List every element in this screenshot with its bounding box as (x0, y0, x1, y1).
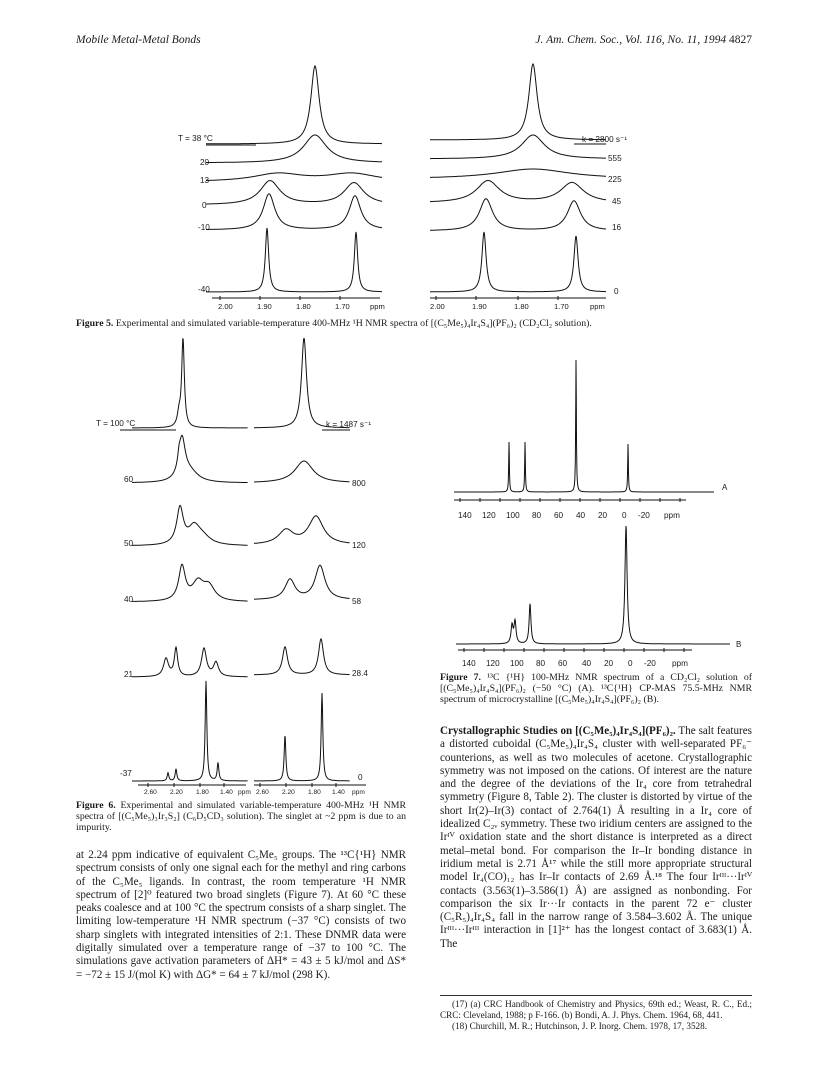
figure-5-axis-unit: ppm (590, 302, 605, 311)
figure-7-spectra (440, 352, 760, 670)
figure-5-caption (76, 318, 776, 329)
figure-5-simulated-trace (430, 64, 606, 140)
figure-6-tick-label: 2.60 (144, 789, 157, 796)
figure-5-caption-label: Figure 5. (76, 318, 114, 329)
figure-7-axis-unit: ppm (672, 659, 688, 668)
figure-7-tick-label: 140 (462, 659, 476, 668)
figure-6-tick-label: 2.20 (170, 789, 183, 796)
figure-7-tick-label: 40 (582, 659, 592, 668)
figure-5-rate-label: 0 (614, 287, 619, 296)
figure-5-tick-label: 2.00 (218, 302, 233, 311)
figure-7-trace-a (454, 360, 714, 492)
figure-5-tick-label: 1.70 (554, 302, 569, 311)
figure-5-simulated-panel (430, 64, 606, 300)
figure-7-x-axis-b (462, 659, 688, 668)
figure-6-rate-label: 28.4 (352, 669, 368, 678)
section-body: The salt features a distorted cuboidal (C₅Me₅)₄Ir₄S₄ cluster with well-separated PF₆⁻ counterions, as well as two molecules of acetone. Crystallographic symmetry was not imposed on the cations. Of interest are the nature and the degree of the deviations of the Ir₄ core from tetrahedral symmetry (Figure 8, Table 2). The cluster is distorted by virtue of the short Ir(2)–Ir(3) contact of 2.764(1) Å resulting in a Ir₄ core of idealized C₂ᵥ symmetry. These two iridium centers are assigned to the Irᴵⱽ oxidation state and the short distance is interpreted as a direct metal–metal bond. For comparison the Ir–Ir bonding distance in iridium metal is 2.71 Å¹⁷ while the still more appropriate structural model Ir₄(CO)₁₂ has Ir–Ir contacts of 2.69 Å.¹⁸ The four Irᴵᴵᴵ···Irᴵⱽ contacts (3.563(1)–3.586(1) Å) are assigned as nonbonding. For comparison the six Ir···Ir contacts in the parent 72 e⁻ cluster (C₅R₅)₄Ir₄S₄ fall in the narrow range of 3.584–3.602 Å. The unique Irᴵᴵᴵ···Irᴵᴵᴵ interaction in [1]²⁺ has the longest contact of 3.683(1) Å. The (440, 725, 752, 950)
figure-5-tick-label: 1.80 (514, 302, 529, 311)
figure-6-tick-label: 1.80 (308, 789, 321, 796)
figure-5-x-axis-right (430, 302, 605, 311)
figure-6-tick-label: 1.80 (196, 789, 209, 796)
figure-6-caption-label: Figure 6. (76, 800, 116, 811)
figure-5-tick-label: 1.90 (472, 302, 487, 311)
footnote-rule (440, 995, 752, 996)
running-header-left: Mobile Metal-Metal Bonds (76, 34, 201, 46)
figure-6-rate-label: 0 (358, 773, 363, 782)
figure-6-caption (76, 800, 406, 834)
figure-5-spectra (150, 58, 680, 316)
figure-6-rate-label: k = 1487 s⁻¹ (326, 420, 372, 429)
figure-7-tick-label: 120 (482, 511, 496, 520)
figure-7-tick-label: 80 (532, 511, 542, 520)
running-header-right (494, 34, 752, 46)
figure-6-simulated-trace (254, 565, 350, 599)
figure-5-temp-label: T = 38 °C (178, 134, 213, 143)
figure-5-simulated-trace (430, 199, 606, 231)
figure-7-tick-label: 20 (604, 659, 614, 668)
right-column-paragraph (440, 725, 752, 951)
figure-6-simulated-trace (254, 639, 350, 675)
figure-7-caption (440, 672, 752, 706)
figure-5-temp-label: 13 (200, 176, 210, 185)
figure-6-rate-label: 800 (352, 479, 366, 488)
figure-7-tick-label: 20 (598, 511, 608, 520)
figure-5-temp-label: -40 (198, 285, 210, 294)
figure-6-temp-label: 60 (124, 475, 134, 484)
figure-7-label-a: A (722, 483, 728, 492)
figure-5-experimental-trace (206, 135, 382, 163)
section-heading: Crystallographic Studies on [(C₅Me₅)₄Ir₄S₄](PF₆)₂. (440, 725, 676, 737)
left-column-paragraph: at 2.24 ppm indicative of equivalent C₅Me₅ groups. The ¹³C{¹H} NMR spectrum consists of only one signal each for the methyl and ring carbons of the C₅Me₅ ligands. In contrast, the room temperature ¹H NMR spectrum of [2]⁰ featured two broad singlets (Figure 7). At 60 °C these peaks coalesce and at 100 °C the spectrum consists of a sharp singlet. The limiting low-temperature ¹H NMR spectrum (−37 °C) consists of two sharp singlets with integrated intensities of 2:1. These DNMR data were digitally simulated over a temperature range of −37 to 100 °C. The simulations gave activation parameters of ΔH* = 43 ± 5 kJ/mol and ΔS* = −72 ± 15 J/(mol K) with ΔG* = 64 ± 7 kJ/mol (298 K). (76, 849, 406, 981)
figure-6-caption-text: Experimental and simulated variable-temperature 400-MHz ¹H NMR spectra of [(C₅Me₅)₃Ir₃S₂] (C₆D₅CD₃ solution). The singlet at ~2 ppm is due to an impurity. (76, 800, 407, 834)
figure-6-axis-unit: ppm (352, 789, 365, 796)
figure-5-simulated-trace (430, 232, 606, 292)
figure-5-experimental-trace (206, 181, 382, 204)
figure-5-experimental-trace (206, 66, 382, 144)
figure-6-axis-unit: ppm (238, 789, 251, 796)
figure-5-experimental-trace (206, 228, 382, 292)
figure-6-temperature-labels (96, 419, 135, 778)
figure-5-rate-label: k = 2800 s⁻¹ (582, 135, 628, 144)
figure-6-rate-label: 120 (352, 541, 366, 550)
figure-6-simulated-trace (254, 516, 350, 544)
figure-6-simulated-trace (254, 693, 350, 781)
figure-5-tick-label: 1.90 (257, 302, 272, 311)
figure-7-tick-label: 40 (576, 511, 586, 520)
figure-6-spectra (76, 338, 416, 800)
figure-5-temp-label: 20 (200, 158, 210, 167)
figure-5-rate-label: 45 (612, 197, 622, 206)
figure-6-experimental-trace (132, 681, 248, 781)
page-number: 4827 (729, 34, 752, 46)
figure-7-tick-label: 100 (506, 511, 520, 520)
figure-7-spectrum-b (456, 526, 730, 652)
figure-7-tick-label: -20 (644, 659, 656, 668)
reference-18: (18) Churchill, M. R.; Hutchinson, J. P. Inorg. Chem. 1978, 17, 3528. (452, 1021, 708, 1031)
figure-5-experimental-panel (206, 66, 382, 300)
figure-5-rate-label: 555 (608, 154, 622, 163)
figure-6-rate-labels (326, 420, 371, 782)
journal-citation: J. Am. Chem. Soc., Vol. 116, No. 11, 1994 (535, 34, 727, 46)
figure-6-experimental-trace (132, 339, 248, 428)
figure-6-simulated-panel (254, 338, 366, 787)
figure-6-temp-label: T = 100 °C (96, 419, 136, 428)
figure-5-temp-label: 0 (202, 201, 207, 210)
figure-6-x-axis-left (144, 789, 251, 796)
figure-5-simulated-trace (430, 181, 606, 202)
figure-6-x-axis-right (256, 789, 365, 796)
figure-6-tick-label: 1.40 (332, 789, 345, 796)
figure-6-temp-label: 50 (124, 539, 134, 548)
figure-7-tick-label: 100 (510, 659, 524, 668)
figure-6-tick-label: 2.20 (282, 789, 295, 796)
figure-7-tick-label: 80 (536, 659, 546, 668)
figure-5-axis-unit: ppm (370, 302, 385, 311)
figure-6-rate-label: 58 (352, 597, 362, 606)
figure-6-experimental-trace (132, 435, 248, 482)
figure-6-tick-label: 2.60 (256, 789, 269, 796)
figure-6-tick-label: 1.40 (220, 789, 233, 796)
figure-5-rate-labels (582, 135, 627, 296)
figure-7-caption-text: ¹³C {¹H} 100-MHz NMR spectrum of a CD₂Cl₂ solution of [(C₅Me₅)₄Ir₄S₄](PF₆)₂ (−50 °C) (A). ¹³C{¹H} CP-MAS 75.5-MHz NMR spectrum of microcrystalline [(C₅Me₅)₄Ir₄S₄](PF₆)₂ (B). (440, 672, 752, 706)
figure-5-rate-label: 225 (608, 175, 622, 184)
figure-5-tick-label: 1.80 (296, 302, 311, 311)
figure-7-x-axis-a (458, 511, 680, 520)
figure-7-caption-label: Figure 7. (440, 672, 482, 683)
figure-5-simulated-trace (430, 169, 606, 177)
figure-6-temp-label: 40 (124, 595, 134, 604)
figure-6-experimental-panel (120, 339, 248, 787)
figure-5-tick-label: 2.00 (430, 302, 445, 311)
figure-7-trace-b (456, 526, 730, 644)
figure-6-simulated-trace (254, 461, 350, 482)
figure-7-tick-label: 120 (486, 659, 500, 668)
figure-6-experimental-trace (132, 505, 248, 545)
figure-7-tick-label: 60 (558, 659, 568, 668)
figure-5-caption-text: Experimental and simulated variable-temperature 400-MHz ¹H NMR spectra of [(C₅Me₅)₄Ir₄S₄](PF₆)₂ (CD₂Cl₂ solution). (115, 318, 592, 329)
figure-5-temperature-labels (178, 134, 213, 294)
figure-7-tick-label: 60 (554, 511, 564, 520)
figure-7-label-b: B (736, 640, 742, 649)
figure-5-rate-label: 16 (612, 223, 622, 232)
reference-17: (17) (a) CRC Handbook of Chemistry and Physics, 69th ed.; Weast, R. C., Ed.; CRC: Cleveland, 1988; p F-166. (b) Bondi, A. J. Phys. Chem. 1964, 68, 441. (440, 999, 752, 1020)
figure-5-simulated-trace (430, 135, 606, 159)
figure-5-tick-label: 1.70 (335, 302, 350, 311)
figure-7-axis-unit: ppm (664, 511, 680, 520)
footnotes (440, 999, 752, 1032)
figure-6-experimental-trace (132, 647, 248, 677)
figure-6-temp-label: -37 (120, 769, 132, 778)
figure-7-tick-label: -20 (638, 511, 650, 520)
figure-7-tick-label: 140 (458, 511, 472, 520)
figure-7-tick-label: 0 (628, 659, 633, 668)
figure-6-simulated-trace (254, 338, 350, 428)
figure-7-tick-label: 0 (622, 511, 627, 520)
figure-5-x-axis-left (218, 302, 385, 311)
figure-6-experimental-trace (132, 564, 248, 601)
figure-7-spectrum-a (454, 360, 714, 502)
figure-6-temp-label: 21 (124, 670, 134, 679)
figure-5-temp-label: -10 (198, 223, 210, 232)
figure-5-experimental-trace (206, 173, 382, 181)
